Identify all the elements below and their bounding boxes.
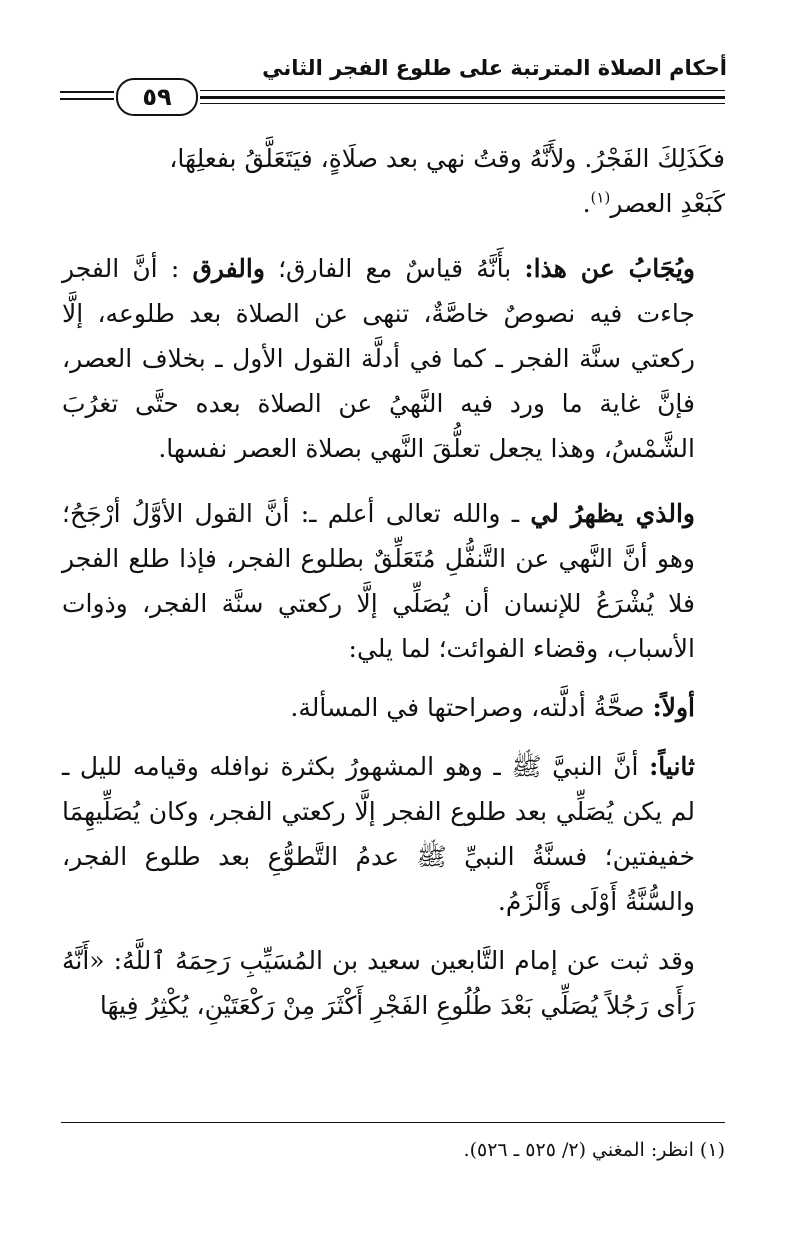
p2-text1: بأَنَّهُ قياسٌ مع الفارق؛ bbox=[264, 254, 525, 283]
footnote-divider bbox=[61, 1122, 725, 1123]
p1-end: . bbox=[582, 189, 591, 218]
paragraph-4 bbox=[62, 685, 725, 730]
p4-lead: أولاً: bbox=[652, 693, 695, 722]
p2-lead-difference: والفرق bbox=[192, 254, 265, 283]
p6-text: وقد ثبت عن إمام التَّابعين سعيد بن المُسَيِّبِ رَحِمَهُ ٱللَّهُ: «أَنَّهُ رَأَى رَجُلاً يُصَلِّي بَعْدَ طُلُوعِ الفَجْرِ أَكْثَرَ مِنْ رَكْعَتَيْنِ، يُكْثِرُ فِيهَا bbox=[62, 946, 695, 1020]
footnote: (١) انظر: المغني (٢/ ٥٢٥ ـ ٥٢٦). bbox=[463, 1139, 725, 1161]
p3-text: ـ والله تعالى أعلم ـ: أنَّ القول الأوَّلُ أرْجَحُ؛ وهو أنَّ النَّهي عن التَّنفُّلِ مُتَعَلِّقٌ بطلوع الفجر، فإذا طلع الفجر فلا يُشْرَعُ للإنسان أن يُصَلِّي إلَّا ركعتي سنَّة الفجر، وذوات الأسباب، وقضاء الفوائت؛ لما يلي: bbox=[62, 499, 695, 663]
p2-lead-answer: ويُجَابُ عن هذا: bbox=[524, 254, 695, 283]
p4-text: صحَّةُ أدلَّته، وصراحتها في المسألة. bbox=[290, 693, 653, 722]
paragraph-3 bbox=[62, 491, 725, 671]
header-rule-left-1 bbox=[60, 91, 114, 93]
p1-line1: فكَذَلِكَ الفَجْرُ. ولأَنَّهُ وقتُ نهي بعد صلَاةٍ، فيَتَعَلَّقُ بفعلِهَا، bbox=[169, 144, 725, 173]
p2-text2: : أنَّ الفجر جاءت فيه نصوصٌ خاصَّةٌ، تنهى عن الصلاة بعد طلوعه، إلَّا ركعتي سنَّة الفجر ـ كما في أدلَّة القول الأول ـ بخلاف العصر، فإنَّ غاية ما ورد فيه النَّهيُ عن الصلاة بعده حتَّى تغرُبَ الشَّمْسُ، وهذا يجعل تعلُّقَ النَّهي بصلاة العصر نفسها. bbox=[62, 254, 695, 463]
page-number: ٥٩ bbox=[116, 78, 198, 116]
paragraph-5 bbox=[62, 744, 725, 924]
footnote-ref[interactable]: (١) bbox=[590, 188, 611, 207]
paragraph-1 bbox=[62, 136, 725, 226]
paragraph-6 bbox=[62, 938, 725, 1028]
paragraph-2 bbox=[62, 246, 725, 471]
p1-line2: كَبَعْدِ العصر bbox=[610, 189, 725, 218]
header-rule-right-3 bbox=[200, 103, 725, 104]
p5-lead: ثانياً: bbox=[649, 752, 695, 781]
p5-text: أنَّ النبيَّ ﷺ ـ وهو المشهورُ بكثرة نوافله وقيامه لليل ـ لم يكن يُصَلِّي بعد طلوع الفجر إلَّا ركعتي الفجر، وكان يُصَلِّيهِمَا خفيفتين؛ فسنَّةُ النبيِّ ﷺ عدمُ التَّطوُّعِ بعد طلوع الفجر، والسُّنَّةُ أَوْلَى وَأَلْزَمُ. bbox=[62, 752, 695, 916]
header-rule-right-1 bbox=[200, 90, 725, 91]
header-rule-right-2 bbox=[200, 96, 725, 99]
page-body bbox=[62, 136, 725, 1028]
header-rule-left-2 bbox=[60, 98, 114, 100]
running-title: أحكام الصلاة المترتبة على طلوع الفجر الثاني bbox=[262, 56, 727, 80]
p3-lead: والذي يظهرُ لي bbox=[530, 499, 695, 528]
